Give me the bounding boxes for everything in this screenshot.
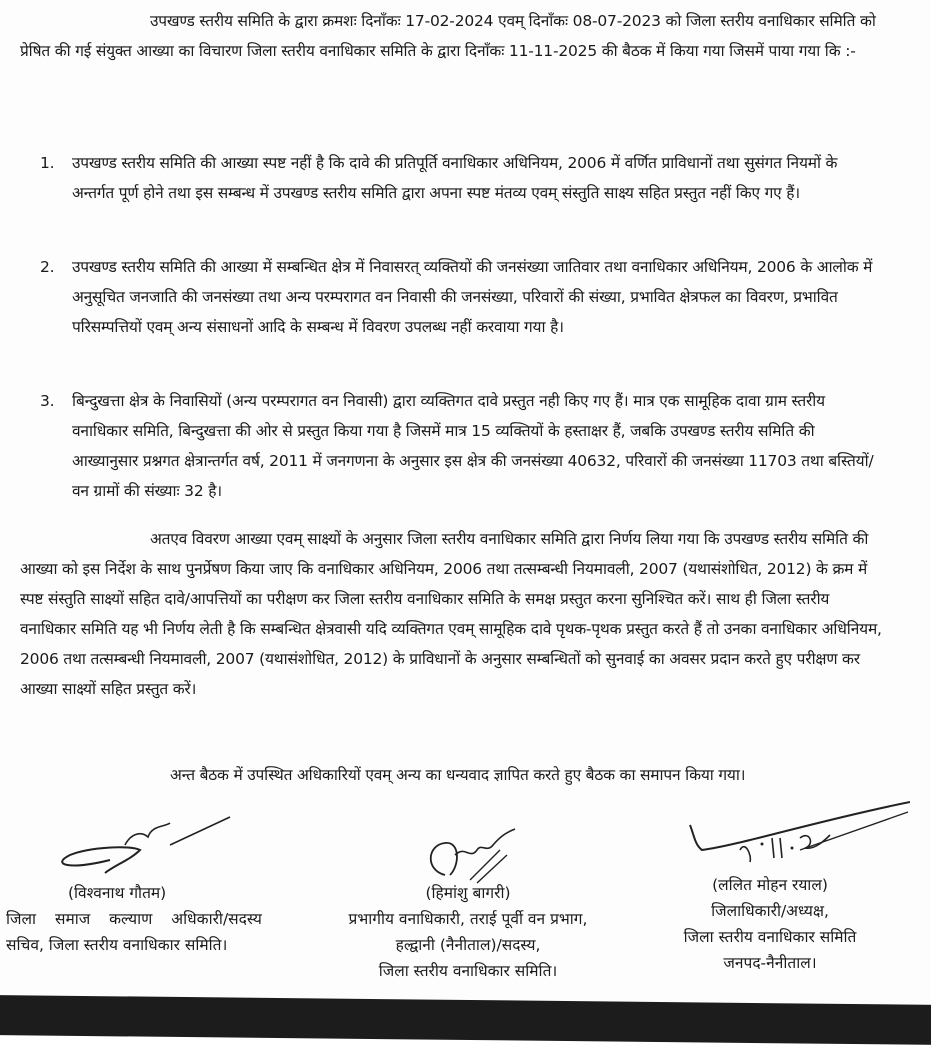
finding-number: 1.	[40, 154, 55, 172]
signatory-designation: प्रभागीय वनाधिकारी, तराई पूर्वी वन प्रभाग,	[348, 910, 588, 928]
signatory-designation: सचिव, जिला स्तरीय वनाधिकार समिति।	[6, 936, 228, 954]
signatory-designation: जिला स्तरीय वनाधिकार समिति।	[378, 962, 558, 980]
signatory-designation: जिलाधिकारी/अध्यक्ष,	[711, 902, 829, 920]
finding-number: 3.	[40, 392, 55, 410]
closing-paragraph: अन्त बैठक में उपस्थित अधिकारियों एवम् अन्य का धन्यवाद ज्ञापित करते हुए बैठक का समापन किया गया।	[170, 766, 746, 784]
finding-text: बिन्दुखत्ता क्षेत्र के निवासियों (अन्य परम्परागत वन निवासी) द्वारा व्यक्तिगत दावे प्रस्तुत नही किए गए हैं। मात्र एक सामूहिक दावा ग्राम स्तरीय वनाधिकार समिति, बिन्दुखत्ता की ओर से प्रस्तुत किया गया है जिसमें मात्र 15 व्यक्तियों के हस्ताक्षर हैं, जबकि उपखण्ड स्तरीय समिति की आख्यानुसार प्रश्नगत क्षेत्रान्तर्गत वर्ष, 2011 में जनगणना के अनुसार इस क्षेत्र की जनसंख्या 40632, परिवारों की जनसंख्या 11703 तथा बस्तियों/वन ग्रामों की संख्याः 32 है।	[72, 392, 874, 500]
finding-number: 2.	[40, 258, 55, 276]
signatory-block-member-secretary	[6, 880, 306, 958]
signatory-designation: जिला समाज कल्याण अधिकारी/सदस्य	[6, 910, 262, 928]
finding-item	[40, 386, 880, 506]
intro-paragraph: उपखण्ड स्तरीय समिति के द्वारा क्रमशः दिनाँकः 17-02-2024 एवम् दिनाँकः 08-07-2023 को जिला स्तरीय वनाधिकार समिति को प्रेषित की गई संयुक्त आख्या का विचारण जिला स्तरीय वनाधिकार समिति के द्वारा दिनाँकः 11-11-2025 की बैठक में किया गया जिसमें पाया गया कि :-	[20, 12, 876, 60]
signatory-designation: जनपद-नैनीताल।	[723, 954, 817, 972]
signatory-designation: हल्द्वानी (नैनीताल)/सदस्य,	[395, 936, 541, 954]
finding-item	[40, 148, 880, 208]
signatory-block-member-dfo	[318, 880, 618, 984]
signature-vishwanath-gautam	[30, 815, 240, 885]
page-bottom-shadow	[0, 995, 931, 1045]
signatory-name: (हिमांशु बागरी)	[425, 884, 511, 902]
signatory-name: (ललित मोहन रयाल)	[712, 876, 828, 894]
finding-text: उपखण्ड स्तरीय समिति की आख्या स्पष्ट नहीं है कि दावे की प्रतिपूर्ति वनाधिकार अधिनियम, 2006 में वर्णित प्राविधानों तथा सुसंगत नियमों के अन्तर्गत पूर्ण होने तथा इस सम्बन्ध में उपखण्ड स्तरीय समिति द्वारा अपना स्पष्ट मंतव्य एवम् संस्तुति साक्ष्य सहित प्रस्तुत नहीं किए गए हैं।	[72, 154, 838, 202]
finding-item	[40, 252, 880, 342]
signatory-name: (विश्वनाथ गौतम)	[68, 884, 167, 902]
decision-paragraph: अतएव विवरण आख्या एवम् साक्ष्यों के अनुसार जिला स्तरीय वनाधिकार समिति द्वारा निर्णय लिया गया कि उपखण्ड स्तरीय समिति की आख्या को इस निर्देश के साथ पुनर्प्रेषण किया जाए कि वनाधिकार अधिनियम, 2006 तथा तत्सम्बन्धी नियमावली, 2007 (यथासंशोधित, 2012) के क्रम में स्पष्ट संस्तुति साक्ष्यों सहित दावे/आपत्तियों का परीक्षण कर जिला स्तरीय वनाधिकार समिति के समक्ष प्रस्तुत करना सुनिश्चित करें। साथ ही जिला स्तरीय वनाधिकार समिति यह भी निर्णय लेती है कि सम्बन्धित क्षेत्रवासी यदि व्यक्तिगत एवम् सामूहिक दावे पृथक-पृथक प्रस्तुत करते हैं तो उनका वनाधिकार अधिनियम, 2006 तथा तत्सम्बन्धी नियमावली, 2007 (यथासंशोधित, 2012) के प्राविधानों के अनुसार सम्बन्धितों को सुनवाई का अवसर प्रदान करते हुए परीक्षण कर आख्या साक्ष्यों सहित प्रस्तुत करें।	[20, 530, 882, 698]
signature-lalit-mohan-rayal	[680, 800, 910, 875]
signatory-designation: जिला स्तरीय वनाधिकार समिति	[683, 928, 857, 946]
signatory-block-chairman	[640, 872, 900, 976]
finding-text: उपखण्ड स्तरीय समिति की आख्या में सम्बन्धित क्षेत्र में निवासरत् व्यक्तियों की जनसंख्या जातिवार तथा वनाधिकार अधिनियम, 2006 के आलोक में अनुसूचित जनजाति की जनसंख्या तथा अन्य परम्परागत वन निवासी की जनसंख्या, परिवारों की संख्या, प्रभावित क्षेत्रफल का विवरण, प्रभावित परिसम्पत्तियों एवम् अन्य संसाधनों आदि के सम्बन्ध में विवरण उपलब्ध नहीं करवाया गया है।	[72, 258, 873, 336]
